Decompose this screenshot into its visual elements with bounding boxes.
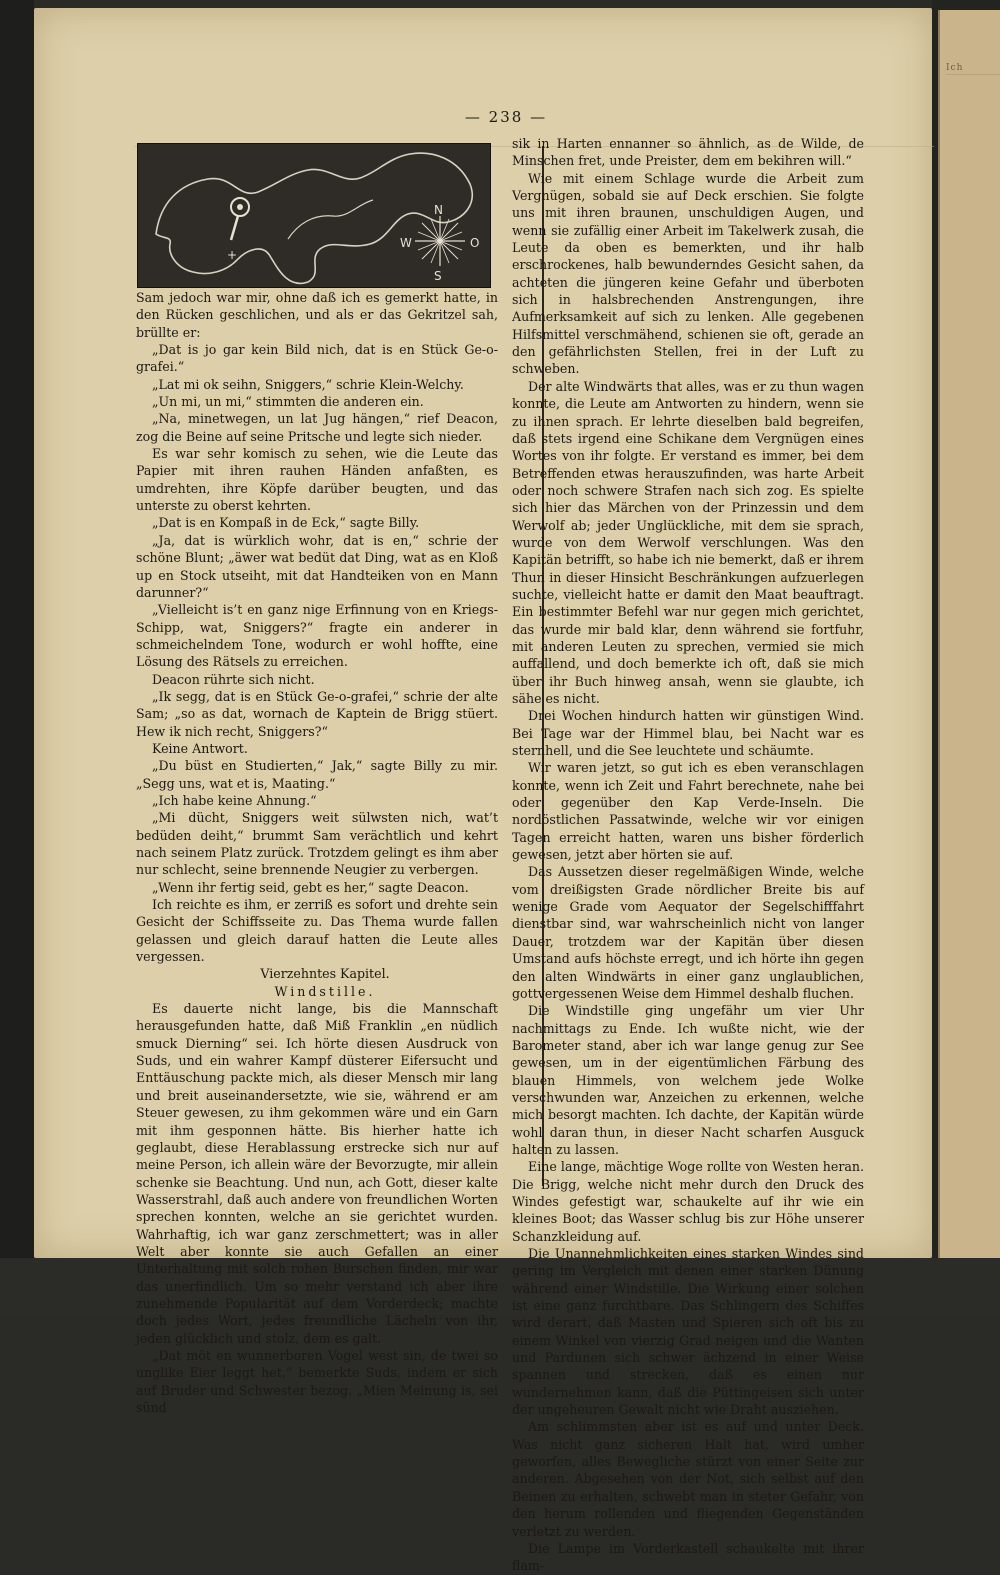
compass-east-label: O [470, 236, 480, 250]
left-paragraph: Keine Antwort. [152, 740, 248, 756]
left-paragraph: „Un mi, un mi,“ stimmten die anderen ein. [152, 394, 424, 410]
left-paragraph: „Mi dücht, Sniggers weit sülwsten nich, wat’t bedüden deiht,“ brummt Sam verächtlich und kehrt nach seinem Platz zurück. Trotzdem gelingt es ihm aber nur schlecht, seine brennende Neugier zu verbergen. [136, 810, 498, 878]
right-paragraph: Am schlimmsten aber ist es auf und unter Deck. Was nicht ganz sicheren Halt hat, wird umher geworfen, alles Bewegliche stürzt von einer Seite zur anderen. Abgesehen von der Not, sich selbst auf den Beinen zu erhalten, schwebt man in steter Gefahr, von den herum rollenden und fliegenden Gegenständen verletzt zu werden. [512, 1419, 864, 1539]
right-paragraph: Die Windstille ging ungefähr um vier Uhr nachmittags zu Ende. Ich wußte nicht, wie der Barometer stand, aber ich war lange genug zur See gewesen, um in der eigentümlichen Färbung des blauen Himmels, von welchem jede Wolke verschwunden war, Anzeichen zu erkennen, welche mich besorgt machten. Ich dachte, der Kapitän würde wohl daran thun, in dieser Nacht scharfen Ausguck halten zu lassen. [512, 1003, 864, 1157]
page-number: — 238 — [464, 108, 548, 126]
left-paragraph: „Du büst en Studierten,“ Jak,“ sagte Billy zu mir. „Segg uns, wat et is, Maating.“ [136, 758, 498, 791]
right-paragraph: sik in Harten ennanner so ähnlich, as de Wilde, de Minschen fret, unde Preister, dem em bekihren will.“ [512, 136, 864, 169]
right-paragraph: Die Lampe im Vorderkastell schaukelte mit ihrer flam- [512, 1540, 864, 1574]
left-paragraph: Es dauerte nicht lange, bis die Mannschaft herausgefunden hatte, daß Miß Franklin „en nüdlich smuck Dierning“ sei. Ich hörte diesen Ausdruck von Suds, und ein wahrer Kampf düsterer Eifersucht und Enttäuschung packte mich, als dieser Mensch mir lang und breit auseinandersetzte, wie sie, während er am Steuer gewesen, zu ihm gekommen wäre und ein Garn mit ihm gesponnen hätte. Bis hierher hatte ich geglaubt, diese Herablassung erstrecke sich nur auf meine Person, ich allein wäre der Bevorzugte, mir allein schenke sie Beachtung. Und nun, ach Gott, dieser kalte Wasserstrahl, daß auch andere von freundlichen Worten sprechen konnten, welche an sie gerichtet wurden. Wahrhaftig, ich war ganz zerschmettert; was in aller Welt aber konnte sie auch Gefallen an einer Unterhaltung mit solch rohen Burschen finden, mir war das unerfindlich. Um so mehr verstand ich aber ihre zunehmende Popularität auf dem Vorderdeck; machte doch jedes Wort, jedes freundliche Lächeln von ihr, jeden glücklich und stolz, dem es galt. [136, 1001, 498, 1346]
adjacent-page-text [946, 62, 1000, 1062]
right-paragraph: Wir waren jetzt, so gut ich es eben veranschlagen konnte, wenn ich Zeit und Fahrt berechnete, nahe bei oder gegenüber den Kap Verde-Inseln. Die nordöstlichen Passatwinde, welche wir vor einigen Tagen erreicht hatten, waren uns bisher förderlich gewesen, jetzt aber hörten sie auf. [512, 760, 864, 863]
left-paragraph: Deacon rührte sich nicht. [152, 671, 315, 687]
adjacent-page-edge [938, 10, 1000, 1260]
compass-west-label: W [400, 236, 412, 250]
left-paragraph: Sam jedoch war mir, ohne daß ich es gemerkt hatte, in den Rücken geschlichen, und als er das Gekritzel sah, brüllte er: [136, 290, 498, 340]
right-paragraph: Die Unannehmlichkeiten eines starken Windes sind gering im Vergleich mit denen einer starken Dünung während einer Windstille. Die Wirkung einer solchen ist eine ganz furchtbare. Das Schlingern des Schiffes wird derart, daß Masten und Spieren sich oft bis zu einem Winkel von vierzig Grad neigen und die Wanten und Pardunen sich schwer ächzend in einer Weise spannen und strecken, daß es einen nur wundernehmen kann, daß die Püttingeisen sich unter der ungeheuren Gewalt nicht wie Draht ausziehen. [512, 1246, 864, 1418]
right-paragraph: Wie mit einem Schlage wurde die Arbeit zum Vergnügen, sobald sie auf Deck erschien. Sie folgte uns mit ihren braunen, unschuldigen Augen, und wenn sie zufällig einer Arbeit im Takelwerk zusah, die Leute da oben es bemerkten, und ihr halb erschrockenes, halb bewunderndes Gesicht sahen, da achteten die jüngeren keine Gefahr und überboten sich in halsbrechenden Anstrengungen, ihre Aufmerksamkeit auf sich zu lenken. Alle gegebenen Hilfsmittel verschmähend, schienen sie oft, gerade an den gefährlichsten Stellen, frei in der Luft zu schweben. [512, 170, 864, 377]
map-illustration [137, 143, 491, 288]
left-paragraph: „Vielleicht is’t en ganz nige Erfinnung von en Kriegs-Schipp, wat, Sniggers?“ fragte ein anderer in schmeichelndem Tone, wodurch er wohl hoffte, eine Lösung des Rätsels zu erreichen. [136, 602, 498, 670]
adjacent-page-fragment: Ich [946, 62, 1000, 75]
left-paragraph: „Wenn ihr fertig seid, gebt es her,“ sagte Deacon. [152, 879, 469, 895]
left-paragraph: „Ik segg, dat is en Stück Ge-o-grafei,“ schrie der alte Sam; „so as dat, wornach de Kaptein de Brigg stüert. Hew ik nich recht, Sniggers?“ [136, 688, 498, 739]
left-paragraph: „Lat mi ok seihn, Sniggers,“ schrie Klein-Welchy. [152, 376, 464, 392]
scan-background-left [0, 0, 34, 1315]
left-paragraph: „Dat möt en wunnerboren Vogel west sin, de twei so unglike Eier leggt het,“ bemerkte Suds, indem er sich auf Bruder und Schwester bezog. „Mien Meinung is, sei sünd [136, 1347, 498, 1415]
chapter-heading: Vierzehntes Kapitel. [260, 966, 390, 982]
cross-mark: + [227, 248, 238, 262]
right-column [512, 135, 864, 1575]
left-paragraph: „Dat is jo gar kein Bild nich, dat is en Stück Ge-o-grafei.“ [136, 342, 498, 375]
right-paragraph: Das Aussetzen dieser regelmäßigen Winde, welche vom dreißigsten Grade nördlicher Breite bis auf wenige Grade vom Aequator der Segelschifffahrt dienstbar sind, war wahrscheinlich nicht von langer Dauer, trotzdem war der Kapitän über diesen Umstand aufs höchste erregt, und ich hörte ihn gegen den alten Windwärts in einer ganz unglaublichen, gottvergessenen Weise dem Himmel deshalb fluchen. [512, 864, 864, 1001]
left-paragraph: Es war sehr komisch zu sehen, wie die Leute das Papier mit ihren rauhen Händen anfaßten, es umdrehten, ihre Köpfe darüber beugten, und das unterste zu oberst kehrten. [136, 446, 498, 514]
left-paragraph: „Na, minetwegen, un lat Jug hängen,“ rief Deacon, zog die Beine auf seine Pritsche und legte sich nieder. [136, 411, 498, 444]
right-paragraph: Eine lange, mächtige Woge rollte von Westen heran. Die Brigg, welche nicht mehr durch den Druck des Windes gefestigt war, schaukelte auf ihr wie ein kleines Boot; das Wasser schlug bis zur Höhe unserer Schanzkleidung auf. [512, 1159, 864, 1244]
left-paragraph: „Ich habe keine Ahnung.“ [152, 792, 317, 808]
left-column [136, 289, 498, 1416]
compass-south-label: S [434, 269, 442, 283]
left-paragraph: „Ja, dat is würklich wohr, dat is en,“ schrie der schöne Blunt; „äwer wat bedüt dat Ding, wat as en Kloß up en Stock utseiht, mit dat Handteiken von en Mann darunner?“ [136, 532, 498, 600]
chapter-title: Windstille. [274, 983, 376, 999]
treasure-map-drawing [138, 144, 490, 287]
left-paragraph: Ich reichte es ihm, er zerriß es sofort und drehte sein Gesicht der Schiffsseite zu. Das Thema wurde fallen gelassen und gleich darauf hatten die Leute alles vergessen. [136, 897, 498, 965]
compass-north-label: N [434, 203, 443, 217]
right-paragraph: Drei Wochen hindurch hatten wir günstigen Wind. Bei Tage war der Himmel blau, bei Nacht war es sternhell, und die See leuchtete und schäumte. [512, 708, 864, 759]
compass-rose-icon [415, 216, 465, 266]
right-paragraph: Der alte Windwärts that alles, was er zu thun wagen konnte, die Leute am Antworten zu hindern, wenn sie zu ihnen sprach. Er lehrte dieselben bald begreifen, daß stets irgend eine Schikane dem Vergnügen eines Wortes von ihr folgte. Er verstand es immer, bei dem Betreffenden etwas herauszufinden, was harte Arbeit oder noch schwere Strafen nach sich zog. Es spielte sich hier das Märchen von der Prinzessin und dem Werwolf ab; jeder Unglückliche, mit dem sie sprach, wurde von dem Werwolf verschlungen. Was den Kapitän betrifft, so habe ich nie bemerkt, daß er ihrem Thun in dieser Hinsicht Beschränkungen aufzuerlegen suchte, vielleicht hatte er damit den Maat beauftragt. Ein bestimmter Befehl war nur gegen mich gerichtet, das wurde mir bald klar, denn während sie fortfuhr, mit anderen Leuten zu sprechen, vermied sie mich auffallend, und doch bemerkte ich oft, daß sie mich über ihr Buch hinweg ansah, wenn sie glaubte, ich sähe es nicht. [512, 378, 864, 706]
left-paragraph: „Dat is en Kompaß in de Eck,“ sagte Billy. [152, 515, 420, 531]
